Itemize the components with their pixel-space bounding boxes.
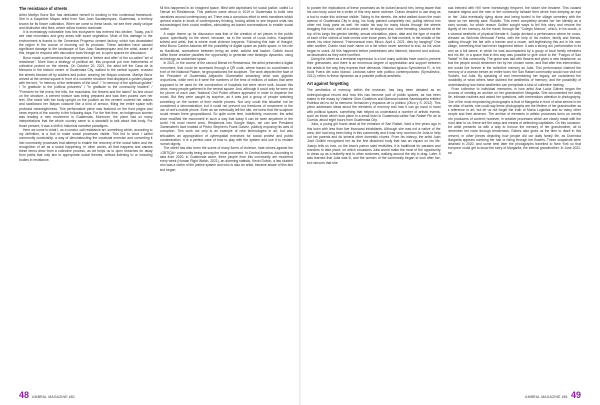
right-page-footer (525, 391, 581, 400)
body-paragraph: All this happened in an imagined space, filled with aspirations for social justice, called Lo Eternal en Resistencia. This platform came about in 2019 in Guatemala to build new narratives around contemporary art. There was a conscious effort to seek narratives which opened cracks in kinds of contemporary thinking, forcing artists to see beyond what has acknowledged their social realities, stimulating art-based conversations to enable social justice. (159, 6, 293, 32)
body-paragraph: It is increasingly noticeable how this ecosystem has entered into decline. Today, you'll see vast mountains and grey areas with scant vegetation. Most of this damage to the environment is thanks to the Cementos Progreso cement factory, which has devastated the region in the course of churning out its products. These activities have caused significant damage to the landscape of San Juan Sacatepéquez and the artist, aware of this, began to respond with discursive tools through art, to open spaces for discussion. (19, 30, 153, 56)
right-page (300, 0, 600, 405)
journal-name: UMBRAL MAGAZINE #81 (524, 395, 568, 399)
left-page-footer (19, 391, 75, 400)
right-column-1 (307, 6, 441, 390)
body-paragraph: Julia, a young girl found dead at the entrance of San Rafael, lived a few years ago in this town with less than five thousand inhabitants. Although she was not a native of the area, she had long been living in this community and it was very common for Julia to help out her parents and do several other domestic chores. From his infancy, the artist Juan José Guillén recognised her as the first dissolved body that had an impact on his life. Juanjo tells us how, on the town's patron saint festivities, it is traditional for parades and marches to take place, on which occasions Julia would make the most of the opportunity to dress up as a butterfly and in other costumes, walking around the city in drag. Later, it was learned that Julia was ill, and the women of the community began to look after her, but rumours that she (307, 122, 441, 165)
page-number: 48 (19, 390, 30, 400)
page-number: 49 (570, 390, 581, 400)
left-column-1 (19, 6, 153, 390)
left-column-2 (160, 6, 294, 390)
body-paragraph: Using the street as a territorial expression is a tool many activists have used to present their grievances, and there is an enormous degree of appreciation and support between the artists in the way they express their demands. Historian Ignacio Symulievicz R., in his book Fuera del cubo blanco: Lecturas sobre arte público contemporáneo (Symulievicz, 2012), refers to these dynamics as a possible political aesthetic. (307, 57, 441, 78)
body-paragraph: Boror made a performance that represented a 'before and after' of the so-called "art of resistance". More than a strategy of political art, this proposal put new instruments of collective protest on the streets. On October 20, 2021, the artist left the Casa de la Memoria in the historic centre of Guatemala City, walked to the central square, crossed the streets blocked off by soldiers and police, wearing her Mayan costume. Marilyn Boror arrived at the central square in front of a concrete structure that displayed a golden plaque with the text, "In memory of the defenders of the land" / "In memory of the spiritual guides" / "In gratitude to the political prisoners" / "In gratitude to the community leaders" / "Freedom for the rivers, the hills, the mountains, the flowers and the lakes!" As she stood on the structure, a cement mixture was being prepared and was then poured over her feet. She stood with her body upright on the podium as the cement covered her ankles and swallowed her Mayan costume like a kind of armour, filling the entire space with profound meaningfulness. This performative piece was featured on the front pages and news reports of the country in the following days. For the first time, an indigenous woman was leading a new movement in Guatemala. Moreover, the piece had so many interpretations that the whole country came to a standstill to talk about that body. For those present, it was a shift in historical narrative paradigms. (19, 55, 153, 128)
right-page-columns (307, 6, 581, 390)
body-paragraph: The street has also been the scene of many forms of violence, hate crimes against the LGBTIQA+ community being among the most prominent. In Central America, According to data from 2020, in Guatemala alone, three people from this community are murdered every week (Human Right Watch, 2021), an alarming statistic. Kevin Dubón, a law student who was a victim of the justice system and who is also an artist, became aware of this fact and began (159, 146, 293, 172)
body-paragraph: to ponder the implications of these processes as he looked around him, being aware that his own body could be a victim of this very same violence. Dubón decided to use drag as a tool to make this violence visible. Taking to the streets, the artist walked down the main avenue of Guatemala City in drag, his body painted completely red, pulling behind him other red body parts as well. He made his way for many blocks through the streets dragging this load, until at a certain point, he stopped and, voice breaking, shouted at the top of his lungs the gender identity, sexual orientation, place, date and the type of murder of each of the victims of hate crimes over those years. At that moment, in the middle of the street, his voice intoned: "Homosexual man, Mixco, April 4, 2021, dies by hanging!" One after another, Dubón read each name on a list which never seemed to end, as his voice began to crack. All this happened before pedestrians who listened, stunned and curious, as fascinated as they were horrified. (307, 6, 441, 57)
body-paragraph: In 2021, in the course of the second Bienal en Resistencia, the artist presented a digital monument, that could be accessed through a QR code, where based on coordinates in front of the National Palace, he geopositioned the sculpture. The work depicted the face of the President of Guatemala Alejandro Giammattei smashing what was gigantic proportions, while next to it were the numbers of the tens of millions of dollars that were supposed to be used for the construction of hospitals but were never built. Around this piece, many people gathered in the central square. And, although it could only be seen via the phone of each user, National Civil Police officers appeared in order to disperse the crowd. But they were caught by surprise, as it was just a group of people watching something on the screen of their mobile phones. Not only could this situation not be considered a demonstration, but it could not prevent our freedoms of movement or the use of one's mobile phone. Even as we eventually left the site, we knew that the sculpture would remain there geopositioned. So quite some time, indefinitely; moreover, the artist since modified the monument in such a way that today it can be seen anywhere in the world. His most recent work, Residencia into Google Maps, we can see President Giammattei's face instead of Pedro Stephen's Frank Galvez, publicly exposing his acts of corruption. This work not only is an example of new technologies in art, but also articulates an appropriation of cyberspatial exercises for social protest and public condemnation. It is a perfect case of how to play with the system and use it to reclaim human dignity. (159, 61, 293, 146)
section-heading-forgetting: Art against forgetting (307, 81, 349, 87)
body-paragraph: The aesthetics of memory, within the museum, has long been debated as an anthropological record and how this has become part of public spaces, as has been stated in the essay by Vladimir Olivo Gualteros and Mariana Isabela Sambaquelia entitled Estética del no de la memoria: formación y espacios de lo público (Olivo y S. 2012). This piece addresses ideas about the elements of memory and how it can go hand in hand with political spaces, something that helped us understand a number of artistic events, such as those which took place in a small town in Guatemala called San Rafael Pie de la Cuesta, about eight hours from Guatemala City. (307, 88, 441, 122)
section-heading-resistance: The resistance of streets (19, 6, 68, 11)
journal-name: UMBRAL MAGAZINE #81 (32, 395, 76, 399)
left-page-columns (19, 6, 293, 390)
body-paragraph: A major theme up for discussion was that of the creation of art pieces in the public space, specifically on the street, because, as in the words of Lucia Ixchiu, Kaqchikel activist and artist, that is where most violence happens. Following this train of thought, artist Bruno Cardon Asturias left the possibility of digital space as public space, in his role as Hacktivist, somewhere between being an artist, activist and hacker. Calixto found within these creative parallels the opportunity to generate new strategic dynamics, using technology as unclaimed space. (159, 31, 293, 61)
body-paragraph: Here we come to what I, as a curator, call resistance art, something which, according to my definition, is a tool to make social processes visible. This led to what I called community curatorship, a way of deconstructing the curatorial exercise and converting it into community processes that attempt to enable the recovery of the social fabric and the recognition of art as a social happening. In other words, all that happens and causes these terms drew from a collective process, as art helps us to open breaches for away from paths that only aim to appropriate social themes, without listening to or including bodies in resistance. (19, 127, 153, 162)
body-paragraph: Artist Marilyn Boror Bor has dedicated herself to working in this contextual framework. She is a Kaqchikel Mayan artist from San Juan Sacatepéquez, Guatemala, a territory known for its flower cultivation. When we come to these lands, we see their vastly unique and distinctive wild flora, where willow bushes dominate. (19, 13, 153, 30)
body-paragraph: was infected with HIV were increasingly frequent, the sicker she became. This caused massive stigma and the men in the community forbade their wives from keeping an eye on her. Julia eventually dying alone and being buried in the village cemetery with the name on her identity card: Rodolfo. This event completely denied her her identity as a trans woman, for which reason Guillén sought ways to tell this story and restore the dignity of her memory. As the travel, through the "Colegio Marcos", which, in his words, is a visceral aesthetic of physical liberate it. Juanjo devised a performance where he cross-dressed as Señorita Memorial Florita, with the help of his mother, family and friends, walking through the fair with a banner and a crown, self-legitimising this act in his own village, something that had never happened before. It was a strong act, performative in its own as a full dance, in which he was accompanied by a group of local family members and his life, in a space that in this way was possible to give voice to the "Fuegos of San Rafael" in this community. The grave was laid with flowers and given a new headstone, so that the people would remember her by her chosen name, and that after this intervention, she would live forever in the collective memory as Julia. This performance claimed the memory of a woman before an entire town; the San Rafael community would now visit not Rodolfo, but Julia. By speaking of and remembering her legacy, we considered the possibility of what others have dubbed the aesthetics of memory; and the possibility of understanding how these aesthetics can precipitate a kind of collective healing. (447, 6, 581, 87)
right-column-2 (448, 6, 582, 390)
body-paragraph: From collective to individual memories, is how artist Ana Lucía Gálvez began the process of creating an archive on her grandmother Margarita. She documented her daily life, intimate routines and asked her questions, with tremendous attention to photography. One of the most empowering photographs is that of Margarita in front of what seems to be her altar of saints, she could say these photographs are the lifetime of her grandmother as a reference in art, but let us not forget the truth of María Luginitas and so many other people and their absence. The archive of elements in artistic processes turns us merely into producers of content; however, in creative processes which are clearly made with the most dear to us, these are the ways and means of defending capitalism. On this occasion, the artist presents us with a way to honour the memory of her grandmother, all to remember her route through tenderness. Gálvez also gives us the time to dwell in this present, in other pieces depicting how people did our daily family life, as Dominica Margarita appears combing her hair or riding through her flowers. These snapshots were obtained in 2020, and some time later the photographs travelled to New York so that everyone could get to know the story of Margarita, the eternal grandmother. In June 2022, we (447, 86, 581, 155)
